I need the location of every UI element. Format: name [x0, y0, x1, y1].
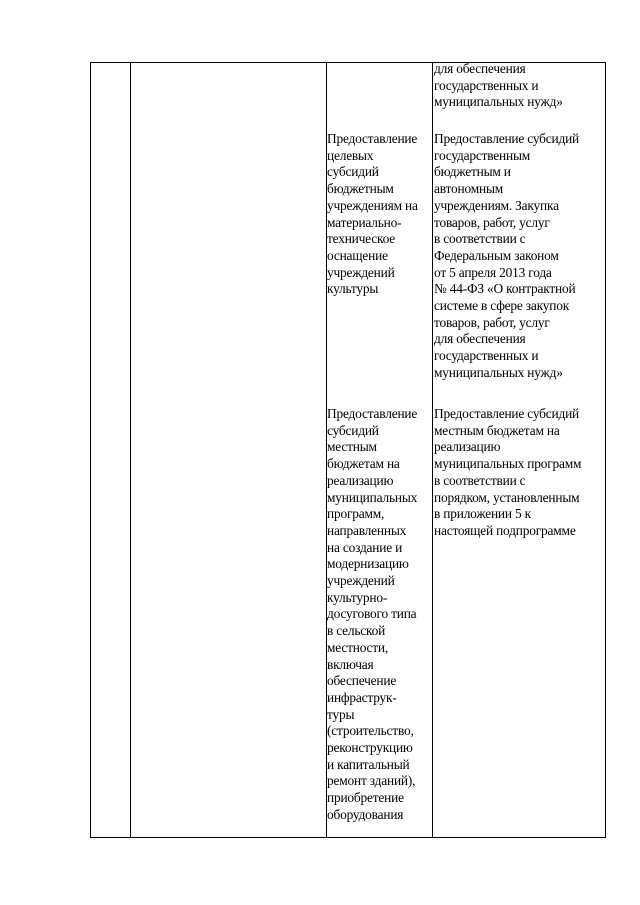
table-column-border	[90, 62, 91, 838]
table-cell-text: для обеспечения государственных и муниципальных нужд»	[434, 61, 563, 110]
table-column-border	[605, 62, 606, 838]
table-column-border	[432, 62, 433, 838]
table-cell-text: Предоставление субсидий государственным бюджетным и автономным учреждениям. Закупка товаров, работ, услуг в соответствии с Федеральным законом от 5 апреля 2013 года № 44-ФЗ «О контрактной системе в сфере закупок товаров, работ, услуг для обеспечения государственных и муниципальных нужд»	[434, 131, 580, 380]
table-column-border	[130, 62, 131, 838]
table-cell-text: Предоставление целевых субсидий бюджетным учреждениям на материально- техническое оснащение учреждений культуры	[327, 131, 418, 297]
table-bottom-border	[90, 837, 606, 838]
table-cell-text: Предоставление субсидий местным бюджетам на реализацию муниципальных программ, направленных на создание и модернизацию учреждений культурно- досугового типа в сельской местности, включая обеспечение инфраструк- туры (строительство, реконструкцию и капитальный ремонт зданий), приобретение оборудования	[327, 406, 418, 822]
table-cell-text: Предоставление субсидий местным бюджетам на реализацию муниципальных программ в соответствии с порядком, установленным в приложении 5 к настоящей подпрограмме	[434, 406, 582, 538]
